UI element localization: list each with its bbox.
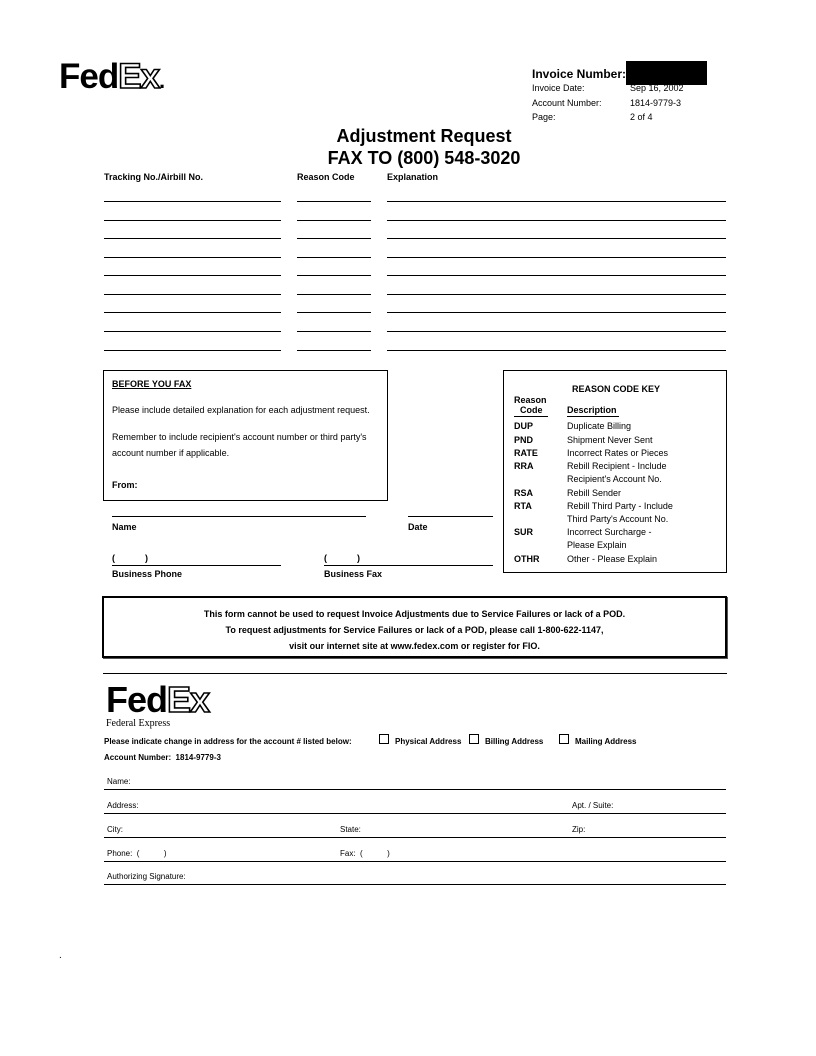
name-line[interactable]	[112, 516, 366, 517]
phone-field-label: Phone: ( )	[107, 849, 167, 858]
reason-line[interactable]	[297, 294, 371, 295]
explanation-line[interactable]	[387, 238, 726, 239]
logo2-fed-text: Fed	[106, 679, 168, 720]
signature-field-line[interactable]	[104, 884, 726, 885]
reason-desc-sur-1: Incorrect Surcharge -	[567, 527, 652, 537]
reason-code-pnd: PND	[514, 435, 534, 445]
notice-line-3: visit our internet site at www.fedex.com or register for FIO.	[289, 641, 540, 651]
name-label: Name	[112, 522, 137, 532]
tracking-line[interactable]	[104, 201, 281, 202]
reason-desc-rra-1: Rebill Recipient - Include	[567, 461, 667, 471]
explanation-line[interactable]	[387, 312, 726, 313]
explanation-line[interactable]	[387, 331, 726, 332]
reason-line[interactable]	[297, 331, 371, 332]
tracking-line[interactable]	[104, 350, 281, 351]
account-number-label: Account Number:	[532, 98, 602, 108]
logo-fed-text: Fed	[59, 57, 119, 96]
explanation-line[interactable]	[387, 201, 726, 202]
redacted-invoice-number	[626, 61, 707, 85]
reason-column-label: Reason	[514, 395, 547, 405]
tracking-line[interactable]	[104, 294, 281, 295]
reason-line[interactable]	[297, 220, 371, 221]
notice-line-1: This form cannot be used to request Invoice Adjustments due to Service Failures or lack of a POD.	[203, 609, 626, 619]
reason-line[interactable]	[297, 275, 371, 276]
business-phone-line[interactable]	[112, 565, 281, 566]
zip-field-label: Zip:	[572, 825, 586, 834]
address-field-line[interactable]	[104, 813, 726, 814]
fax-number-title: FAX TO (800) 548-3020	[327, 148, 521, 168]
reason-desc-rsa: Rebill Sender	[567, 488, 622, 498]
billing-address-label: Billing Address	[485, 737, 544, 746]
phone-field-line[interactable]	[104, 861, 726, 862]
page-label: Page:	[532, 112, 556, 122]
reason-code-rate: RATE	[514, 448, 538, 458]
reason-code-key-title: REASON CODE KEY	[572, 384, 661, 394]
name-field-label: Name:	[107, 777, 131, 786]
tracking-line[interactable]	[104, 312, 281, 313]
explanation-line[interactable]	[387, 275, 726, 276]
page-value: 2 of 4	[630, 112, 653, 122]
tracking-line[interactable]	[104, 220, 281, 221]
business-phone-label: Business Phone	[112, 569, 183, 579]
reason-desc-rta-2: Third Party's Account No.	[567, 514, 669, 524]
billing-address-checkbox[interactable]	[469, 734, 479, 744]
explanation-line[interactable]	[387, 294, 726, 295]
invoice-date-label: Invoice Date:	[532, 83, 585, 93]
mailing-address-checkbox[interactable]	[559, 734, 569, 744]
city-field-line[interactable]	[104, 837, 726, 838]
fax-parentheses: ( )	[324, 553, 360, 563]
name-field-line[interactable]	[104, 789, 726, 790]
reason-line[interactable]	[297, 350, 371, 351]
before-fax-instruction-2a: Remember to include recipient's account number or third party's	[112, 432, 367, 442]
mailing-address-label: Mailing Address	[575, 737, 637, 746]
from-label: From:	[112, 480, 138, 490]
invoice-number-label: Invoice Number:	[532, 67, 627, 81]
reason-desc-rra-2: Recipient's Account No.	[567, 474, 662, 484]
reason-code-sur: SUR	[514, 527, 534, 537]
tracking-line[interactable]	[104, 275, 281, 276]
reason-line[interactable]	[297, 312, 371, 313]
phone-parentheses: ( )	[112, 553, 148, 563]
before-fax-instruction-2b: account number if applicable.	[112, 448, 230, 458]
state-field-label: State:	[340, 825, 361, 834]
code-column-label: Code	[520, 405, 543, 415]
explanation-line[interactable]	[387, 220, 726, 221]
service-failure-notice	[102, 596, 727, 658]
address-field-label: Address:	[107, 801, 139, 810]
code-column-underline	[514, 416, 548, 417]
tracking-line[interactable]	[104, 238, 281, 239]
reason-code-rta: RTA	[514, 501, 532, 511]
reason-code-dup: DUP	[514, 421, 534, 431]
reason-line[interactable]	[297, 201, 371, 202]
tracking-column-header: Tracking No./Airbill No.	[104, 172, 204, 182]
description-column-underline	[567, 416, 619, 417]
section-divider	[103, 673, 727, 674]
reason-code-rra: RRA	[514, 461, 534, 471]
reason-line[interactable]	[297, 257, 371, 258]
footer-mark: .	[59, 950, 62, 961]
physical-address-label: Physical Address	[395, 737, 462, 746]
description-column-label: Description	[567, 405, 617, 415]
form-title: Adjustment Request	[336, 126, 512, 146]
fax-field-label: Fax: ( )	[340, 849, 390, 858]
logo-dot: .	[159, 68, 166, 93]
federal-express-subtitle: Federal Express	[106, 718, 171, 729]
logo2-ex-text: Ex	[167, 679, 210, 720]
before-fax-instruction-1: Please include detailed explanation for each adjustment request.	[112, 405, 370, 415]
before-you-fax-heading: BEFORE YOU FAX	[112, 379, 192, 389]
authorizing-signature-label: Authorizing Signature:	[107, 872, 186, 881]
account-number-value: 1814-9779-3	[630, 98, 682, 108]
reason-line[interactable]	[297, 238, 371, 239]
reason-desc-dup: Duplicate Billing	[567, 421, 632, 431]
reason-desc-rate: Incorrect Rates or Pieces	[567, 448, 669, 458]
reason-desc-sur-2: Please Explain	[567, 540, 627, 550]
reason-code-column-header: Reason Code	[297, 172, 355, 182]
notice-line-2: To request adjustments for Service Failures or lack of a POD, please call 1-800-622-1147,	[225, 625, 604, 635]
reason-desc-pnd: Shipment Never Sent	[567, 435, 653, 445]
explanation-line[interactable]	[387, 350, 726, 351]
fedex-logo	[59, 57, 165, 97]
account-number-line: Account Number: 1814-9779-3	[104, 753, 221, 762]
address-change-prompt: Please indicate change in address for the account # listed below:	[104, 737, 352, 746]
reason-code-othr: OTHR	[514, 554, 540, 564]
logo-ex-text: Ex	[118, 57, 160, 96]
reason-desc-rta-1: Rebill Third Party - Include	[567, 501, 673, 511]
date-line[interactable]	[408, 516, 493, 517]
reason-code-rsa: RSA	[514, 488, 534, 498]
invoice-date-value: Sep 16, 2002	[630, 83, 684, 93]
business-fax-label: Business Fax	[324, 569, 383, 579]
explanation-column-header: Explanation	[387, 172, 439, 182]
physical-address-checkbox[interactable]	[379, 734, 389, 744]
apt-suite-field-label: Apt. / Suite:	[572, 801, 614, 810]
tracking-line[interactable]	[104, 331, 281, 332]
explanation-line[interactable]	[387, 257, 726, 258]
tracking-line[interactable]	[104, 257, 281, 258]
reason-desc-othr: Other - Please Explain	[567, 554, 658, 564]
date-label: Date	[408, 522, 428, 532]
business-fax-line[interactable]	[324, 565, 493, 566]
city-field-label: City:	[107, 825, 123, 834]
